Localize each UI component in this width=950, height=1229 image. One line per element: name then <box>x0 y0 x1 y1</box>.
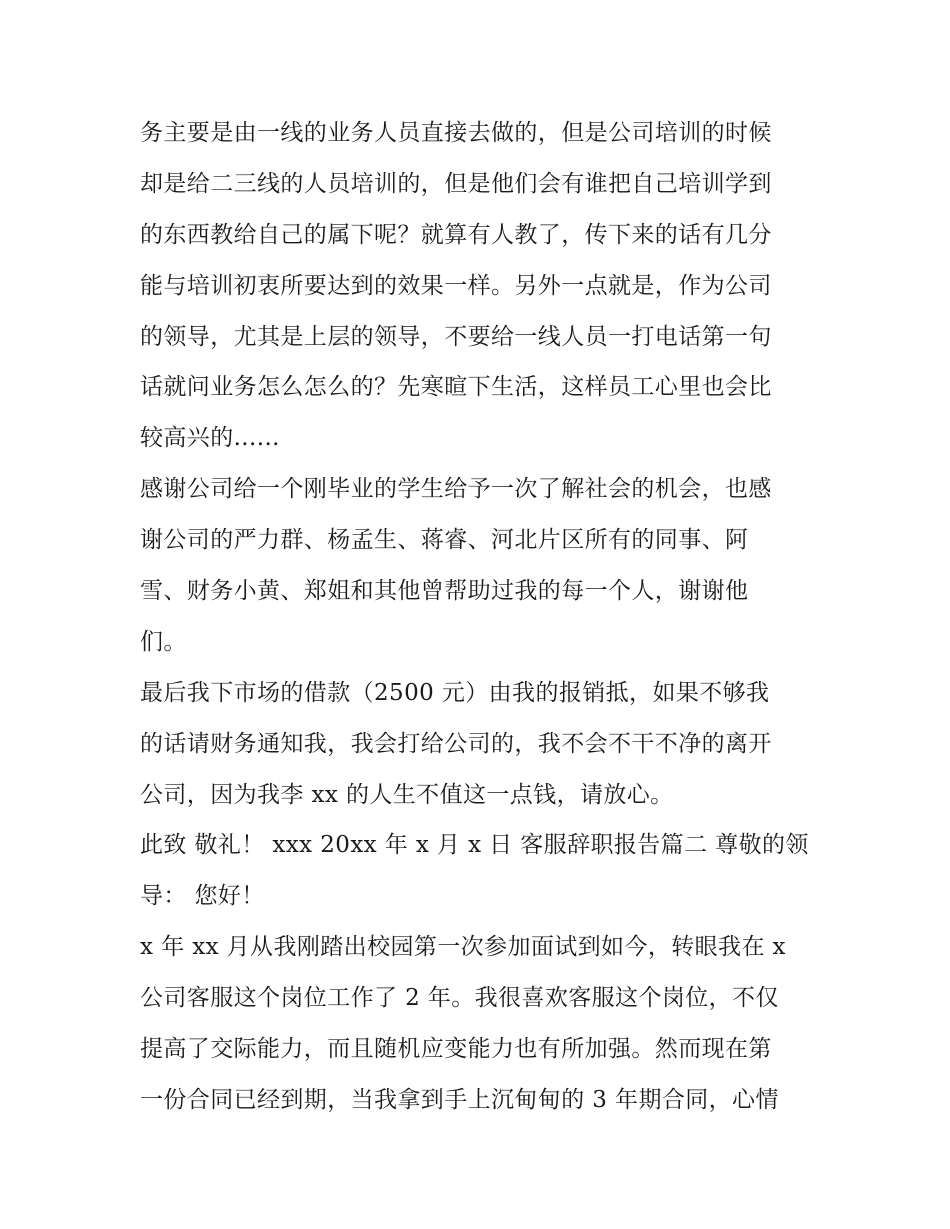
text-line: 较高兴的...... <box>140 425 280 452</box>
text-line: 感谢公司给一个刚毕业的学生给予一次了解社会的机会，也感 <box>140 476 772 503</box>
text-line: 提高了交际能力，而且随机应变能力也有所加强。然而现在第 <box>140 1036 772 1063</box>
text-line: 最后我下市场的借款（2500 元）由我的报销抵，如果不够我 <box>140 679 770 706</box>
text-line: 雪、财务小黄、郑姐和其他曾帮助过我的每一个人，谢谢他 <box>140 578 749 605</box>
text-line: 此致 敬礼！ xxx 20xx 年 x 月 x 日 客服辞职报告篇二 尊敬的领 <box>140 832 809 859</box>
text-line: 的东西教给自己的属下呢？就算有人教了，传下来的话有几分 <box>140 221 772 248</box>
text-line: 话就问业务怎么怎么的？先寒暄下生活，这样员工心里也会比 <box>140 374 772 401</box>
text-line: 的领导，尤其是上层的领导，不要给一线人员一打电话第一句 <box>140 323 772 350</box>
text-line: 公司，因为我李 xx 的人生不值这一点钱，请放心。 <box>140 781 674 808</box>
text-line: 导： 您好！ <box>140 883 265 910</box>
text-line: 务主要是由一线的业务人员直接去做的，但是公司培训的时候 <box>140 120 772 146</box>
text-line: 一份合同已经到期，当我拿到手上沉甸甸的 3 年期合同，心情 <box>140 1086 779 1113</box>
text-line: 的话请财务通知我，我会打给公司的，我不会不干不净的离开 <box>140 730 772 757</box>
text-line: 能与培训初衷所要达到的效果一样。另外一点就是，作为公司 <box>140 272 772 299</box>
text-line: 公司客服这个岗位工作了 2 年。我很喜欢客服这个岗位，不仅 <box>140 985 779 1012</box>
document-body <box>140 108 820 1126</box>
text-line: 却是给二三线的人员培训的，但是他们会有谁把自己培训学到 <box>140 170 772 197</box>
text-line: 谢公司的严力群、杨孟生、蒋睿、河北片区所有的同事、阿 <box>140 527 749 554</box>
text-line: x 年 xx 月从我刚踏出校园第一次参加面试到如今，转眼我在 x <box>140 934 786 961</box>
text-line: 们。 <box>140 628 187 655</box>
